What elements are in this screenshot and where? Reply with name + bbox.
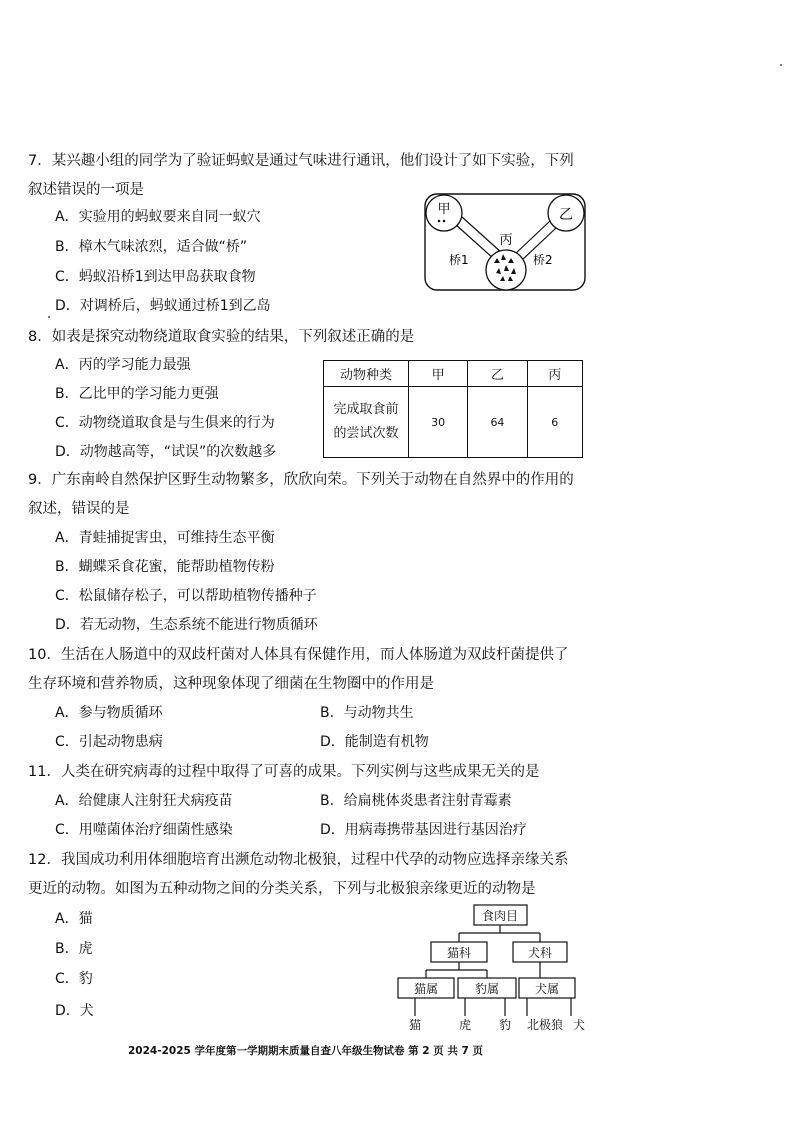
scan-speck bbox=[48, 316, 50, 318]
q8-option-c: C．动物绕道取食是与生俱来的行为 bbox=[55, 415, 275, 431]
table-value-yi: 64 bbox=[468, 387, 527, 458]
q9-stem-line2: 叙述，错误的是 bbox=[28, 501, 130, 517]
q7-option-b: B．樟木气味浓烈，适合做“桥” bbox=[55, 239, 248, 255]
scan-speck bbox=[780, 64, 782, 66]
q9-stem-line1: 9．广东南岭自然保护区野生动物繁多，欣欣向荣。下列关于动物在自然界中的作用的 bbox=[28, 472, 574, 488]
q7-ant-bridge-figure bbox=[422, 191, 590, 295]
q9-option-d: D．若无动物，生态系统不能进行物质循环 bbox=[55, 617, 318, 633]
label-bridge2: 桥2 bbox=[533, 253, 553, 267]
leaf-leopard: 豹 bbox=[498, 1018, 512, 1032]
row-label-line2: 的尝试次数 bbox=[333, 426, 399, 441]
q7-option-d: D．对调桥后，蚂蚁通过桥1到乙岛 bbox=[55, 298, 271, 314]
q11-option-d: D．用病毒携带基因进行基因治疗 bbox=[320, 822, 527, 838]
table-value-bing: 6 bbox=[527, 387, 582, 458]
q8-option-b: B．乙比甲的学习能力更强 bbox=[55, 386, 219, 402]
q9-option-a: A．青蛙捕捉害虫，可维持生态平衡 bbox=[55, 530, 275, 546]
q9-option-b: B．蝴蝶采食花蜜，能帮助植物传粉 bbox=[55, 559, 275, 575]
q10-stem-line1: 10．生活在人肠道中的双歧杆菌对人体具有保健作用，而人体肠道为双歧杆菌提供了 bbox=[28, 647, 569, 663]
node-family-cat: 猫科 bbox=[446, 946, 472, 960]
q12-option-a: A．猫 bbox=[55, 911, 93, 927]
q12-stem-line1: 12．我国成功利用体细胞培育出濒危动物北极狼，过程中代孕的动物应选择亲缘关系 bbox=[28, 852, 569, 868]
q11-option-c: C．用噬菌体治疗细菌性感染 bbox=[55, 822, 233, 838]
node-genus-leopard: 豹属 bbox=[474, 982, 500, 996]
q11-option-b: B．给扁桃体炎患者注射青霉素 bbox=[320, 793, 512, 809]
node-family-dog: 犬科 bbox=[527, 946, 553, 960]
q12-option-b: B．虎 bbox=[55, 941, 93, 957]
q8-results-table bbox=[323, 360, 583, 458]
page-footer: 2024-2025 学年度第一学期期末质量自查八年级生物试卷 第 2 页 共 7 页 bbox=[128, 1045, 484, 1057]
node-genus-cat: 猫属 bbox=[413, 982, 439, 996]
q12-stem-line2: 更近的动物。如图为五种动物之间的分类关系，下列与北极狼亲缘更近的动物是 bbox=[28, 881, 536, 897]
label-bing: 丙 bbox=[499, 233, 513, 248]
q8-option-d: D．动物越高等，“试误”的次数越多 bbox=[55, 444, 277, 460]
q8-option-a: A．丙的学习能力最强 bbox=[55, 357, 191, 373]
q12-option-d: D．犬 bbox=[55, 1003, 94, 1019]
table-header-bing: 丙 bbox=[527, 361, 582, 387]
node-order: 食肉目 bbox=[481, 909, 519, 923]
row-label-line1: 完成取食前 bbox=[333, 402, 399, 417]
label-bridge1: 桥1 bbox=[449, 253, 469, 267]
table-row-label bbox=[324, 387, 409, 458]
table-header-species: 动物种类 bbox=[324, 361, 409, 387]
leaf-cat: 猫 bbox=[408, 1018, 422, 1032]
table-header-yi: 乙 bbox=[468, 361, 527, 387]
q9-option-c: C．松鼠储存松子，可以帮助植物传播种子 bbox=[55, 588, 317, 604]
q8-stem: 8．如表是探究动物绕道取食实验的结果，下列叙述正确的是 bbox=[28, 329, 415, 345]
q12-option-c: C．豹 bbox=[55, 971, 93, 987]
label-jia: 甲 bbox=[437, 202, 451, 217]
label-yi: 乙 bbox=[559, 207, 573, 223]
q12-classification-tree bbox=[395, 902, 590, 1034]
q10-option-a: A．参与物质循环 bbox=[55, 705, 163, 721]
table-header-jia: 甲 bbox=[409, 361, 468, 387]
leaf-arctic-wolf: 北极狼 bbox=[526, 1018, 564, 1032]
table-value-jia: 30 bbox=[409, 387, 468, 458]
q10-option-d: D．能制造有机物 bbox=[320, 734, 429, 750]
q7-option-a: A．实验用的蚂蚁要来自同一蚁穴 bbox=[55, 209, 261, 225]
leaf-tiger: 虎 bbox=[458, 1018, 472, 1032]
q10-option-c: C．引起动物患病 bbox=[55, 734, 163, 750]
q10-option-b: B．与动物共生 bbox=[320, 705, 414, 721]
q10-stem-line2: 生存环境和营养物质，这种现象体现了细菌在生物圈中的作用是 bbox=[28, 676, 434, 692]
leaf-dog: 犬 bbox=[572, 1018, 586, 1032]
q7-stem-line2: 叙述错误的一项是 bbox=[28, 182, 144, 198]
node-genus-dog: 犬属 bbox=[534, 982, 560, 996]
q11-stem: 11．人类在研究病毒的过程中取得了可喜的成果。下列实例与这些成果无关的是 bbox=[28, 764, 540, 780]
q11-option-a: A．给健康人注射狂犬病疫苗 bbox=[55, 793, 233, 809]
q7-option-c: C．蚂蚁沿桥1到达甲岛获取食物 bbox=[55, 269, 256, 285]
q7-stem-line1: 7．某兴趣小组的同学为了验证蚂蚁是通过气味进行通讯，他们设计了如下实验，下列 bbox=[28, 153, 574, 169]
